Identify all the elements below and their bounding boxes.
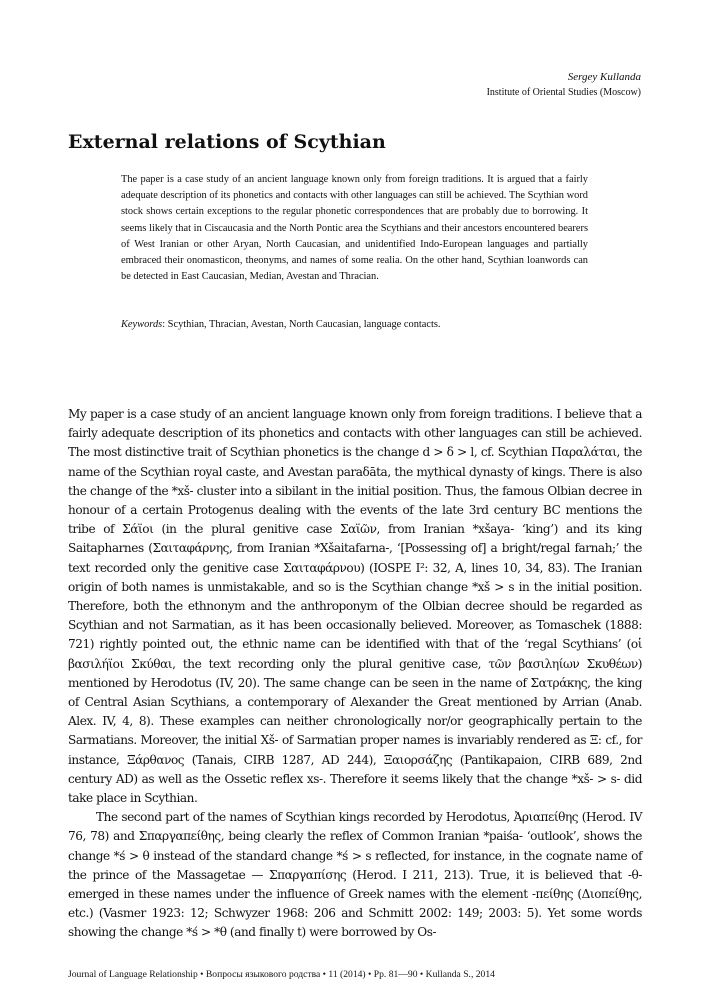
- author-block: [487, 70, 641, 100]
- abstract: The paper is a case study of an ancient language known only from foreign traditions. It is argued that a fairly adequate description of its phonetics and contacts with other languages can still be achieved. The Scythian word stock shows certain exceptions to the regular phonetic correspondences that are probably due to borrowing. It seems likely that in Ciscaucasia and the North Pontic area the Scythians and their ancestors encountered bearers of West Iranian or other Aryan, North Caucasian, and unidentified Indo-European languages and partially embraced their onomasticon, theonyms, and names of some realia. On the other hand, Scythian loanwords can be detected in East Caucasian, Median, Avestan and Thracian.: [121, 174, 588, 283]
- body-paragraph-2: The second part of the names of Scythian kings recorded by Herodotus, Ἀριαπείθης (Herod. IV 76, 78) and Σπαργαπείθης, being clearly the reflex of Common Iranian *paiśa- ‘outlook’, shows the change *ś > θ instead of the standard change *ś > s reflected, for instance, in the cognate name of the prince of the Massagetae — Σπαργαπίσης (Herod. I 211, 213). True, it is believed that -θ- emerged in these names under the influence of Greek names with the element -πείθης (Διοπείθης, etc.) (Vasmer 1923: 12; Schwyzer 1968: 206 and Schmitt 2002: 149; 2003: 5). Yet some words showing the change *ś > *θ (and finally t) were borrowed by Os-: [68, 810, 642, 940]
- keywords-text: : Scythian, Thracian, Avestan, North Caucasian, language contacts.: [162, 319, 441, 330]
- keywords-label: Keywords: [121, 319, 163, 330]
- keywords: [121, 317, 588, 333]
- body-text: [68, 405, 642, 943]
- body-paragraph-1: My paper is a case study of an ancient language known only from foreign traditions. I believe that a fairly adequate description of its phonetics and contacts with other languages can still be achieved. The most distinctive trait of Scythian phonetics is the change d > δ > l, cf. Scythian Παραλάται, the name of the Scythian royal caste, and Avestan paraδāta, the mythical dynasty of kings. There is also the change of the *xš- cluster into a sibilant in the initial position. Thus, the famous Olbian decree in honour of a certain Protogenus dealing with the events of the late 3rd century BC mentions the tribe of Σάϊοι (in the plural genitive case Σαϊῶν, from Iranian *xšaya- ‘king’) and its king Saitapharnes (Σαιταφάρνης, from Iranian *Xšaitafarna-, ‘[Possessing of] a bright/regal farnah;’ the text recorded only the genitive case Σαιταφάρνου) (IOSPE I²: 32, A, lines 10, 34, 83). The Iranian origin of both names is unmistakable, and so is the Scythian change *xš > s in the initial position. Therefore, both the ethnonym and the anthroponym of the Olbian decree should be regarded as Scythian and not Sarmatian, as it has been occasionally believed. Moreover, as Tomaschek (1888: 721) rightly pointed out, the ethnic name can be identified with that of the ‘regal Scythians’ (οἱ βασιλήϊοι Σκύθαι, the text recording only the plural genitive case, τῶν βασιληίων Σκυθέων) mentioned by Herodotus (IV, 20). The same change can be seen in the name of Σατράκης, the king of Central Asian Scythians, a contemporary of Alexander the Great mentioned by Arrian (Anab. Alex. IV, 4, 8). These examples can neither chronologically nor/or geographically pertain to the Sarmatians. Moreover, the initial Xš- of Sarmatian proper names is invariably rendered as Ξ: cf., for instance, Ξάρθανος (Tanais, CIRB 1287, AD 244), Ξαιορσάζης (Pantikapaion, CIRB 689, 2nd century AD) as well as the Ossetic reflex xs-. Therefore it seems likely that the change *xš- > s- did take place in Scythian.: [68, 407, 642, 806]
- article-title: External relations of Scythian: [68, 131, 386, 153]
- author-name: Sergey Kullanda: [567, 71, 641, 83]
- author-affiliation: Institute of Oriental Studies (Moscow): [486, 87, 641, 98]
- page-footer: Journal of Language Relationship • Вопросы языкового родства • 11 (2014) • Pp. 81—90 • Kullanda S., 2014: [68, 969, 495, 980]
